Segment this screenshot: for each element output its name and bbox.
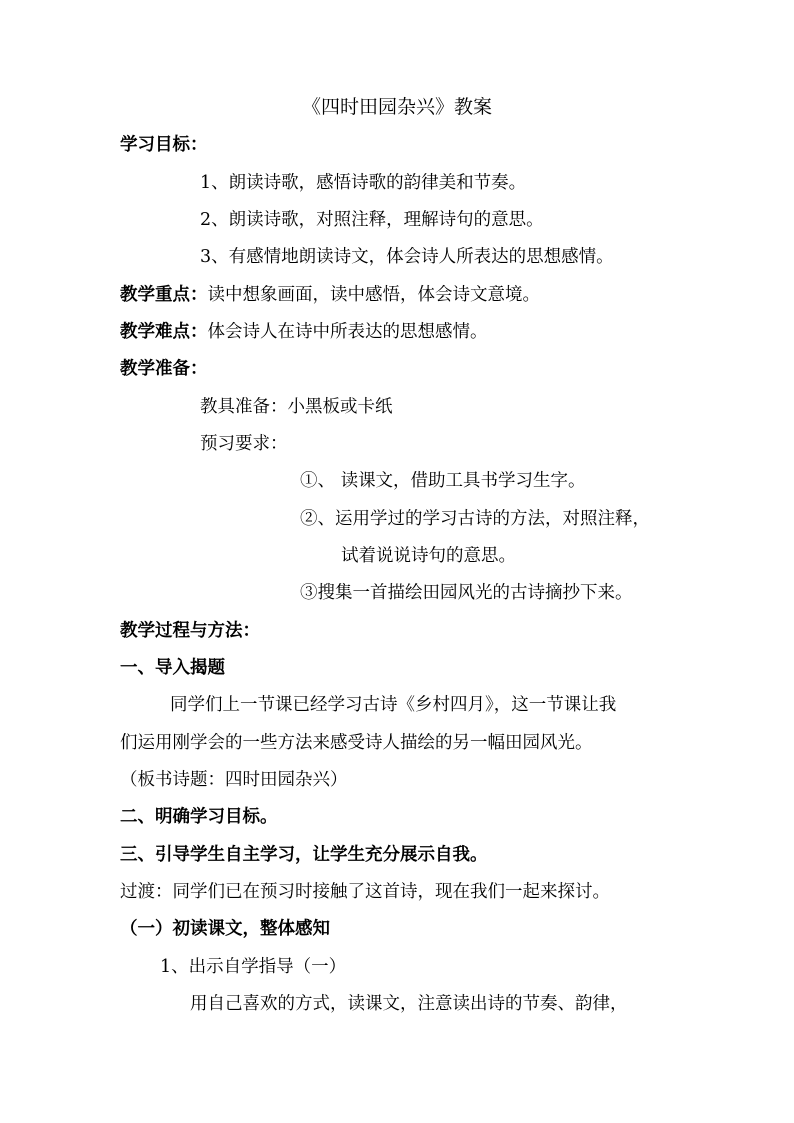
preview-heading: 预习要求：	[200, 434, 288, 454]
key-point	[120, 283, 540, 307]
objective-item: 2、朗读诗歌，对照注释，理解诗句的意思。	[200, 210, 544, 230]
section-heading: 二、明确学习目标。	[120, 807, 278, 827]
paragraph-line: 用自己喜欢的方式，读课文，注意读出诗的节奏、韵律，	[190, 994, 628, 1014]
paragraph-line: 同学们上一节课已经学习古诗《乡村四月》，这一节课让我	[170, 695, 617, 715]
objectives-heading: 学习目标：	[120, 135, 208, 155]
preparation-heading: 教学准备：	[120, 359, 208, 379]
preview-item: 试着说说诗句的意思。	[341, 546, 516, 566]
key-point-label: 教学重点：	[120, 285, 208, 305]
subsection-heading: （一）初读课文，整体感知	[120, 919, 330, 939]
difficulty-label: 教学难点：	[120, 322, 208, 342]
objective-item: 3、有感情地朗读诗文，体会诗人所表达的思想感情。	[200, 247, 614, 267]
page-title: 《四时田园杂兴》教案	[301, 96, 492, 118]
preview-item: ②、运用学过的学习古诗的方法，对照注释，	[300, 509, 650, 529]
preparation-tools: 教具准备：小黑板或卡纸	[200, 397, 393, 417]
preview-item: ①、 读课文，借助工具书学习生字。	[300, 471, 586, 491]
paragraph-line: 们运用刚学会的一些方法来感受诗人描绘的另一幅田园风光。	[120, 733, 593, 753]
difficulty-text: 体会诗人在诗中所表达的思想感情。	[207, 322, 488, 342]
section-heading: 三、引导学生自主学习，让学生充分展示自我。	[120, 845, 488, 865]
key-point-text: 读中想象画面，读中感悟，体会诗文意境。	[207, 285, 540, 305]
objective-item: 1、朗读诗歌，感悟诗歌的韵律美和节奏。	[200, 173, 527, 193]
step-text: 1、出示自学指导（一）	[160, 957, 347, 977]
difficulty	[120, 320, 488, 344]
preview-item: ③搜集一首描绘田园风光的古诗摘抄下来。	[300, 583, 633, 603]
transition-text: 过渡：同学们已在预习时接触了这首诗，现在我们一起来探讨。	[120, 882, 610, 902]
process-heading: 教学过程与方法：	[120, 621, 260, 641]
section-heading: 一、导入揭题	[120, 658, 225, 678]
paragraph-line: （板书诗题：四时田园杂兴）	[120, 770, 348, 790]
